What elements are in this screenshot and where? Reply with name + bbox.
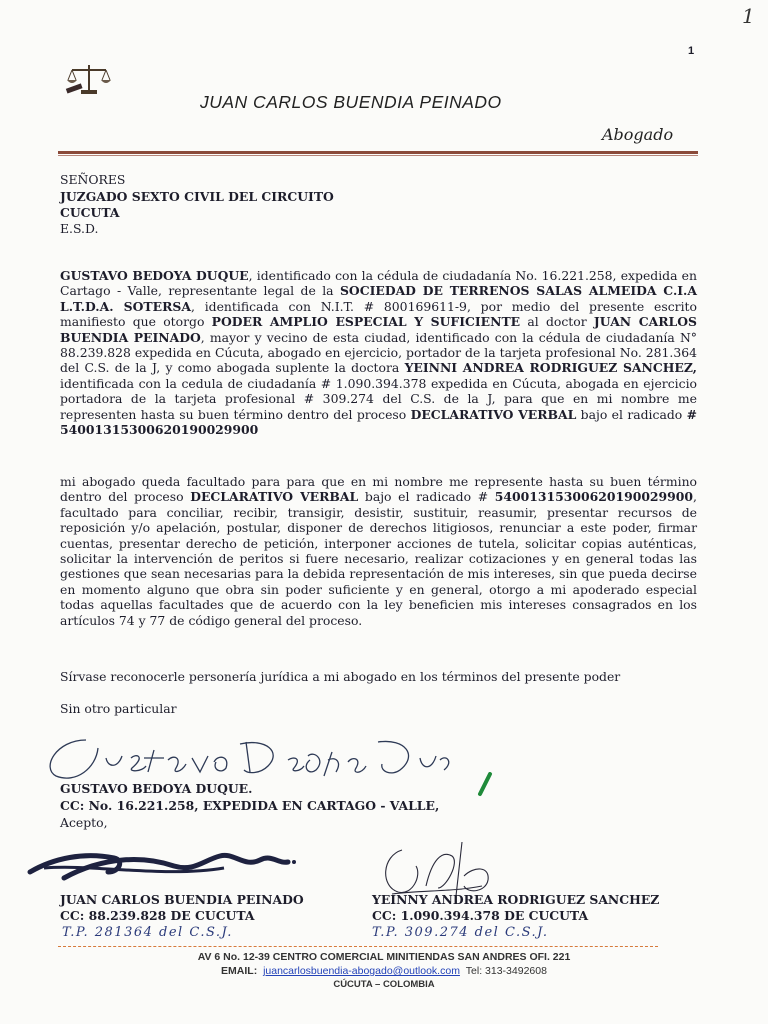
footer-email-label: EMAIL: (221, 965, 258, 977)
footer-rule (58, 946, 658, 947)
substitute-id: CC: 1.090.394.378 DE CUCUTA (372, 908, 589, 923)
lawyer-id: CC: 88.239.828 DE CUCUTA (60, 908, 255, 923)
closing-line: Sin otro particular (60, 701, 177, 716)
lawyer-signature (24, 838, 304, 888)
page-number: 1 (688, 45, 695, 57)
footer-address: AV 6 No. 12-39 CENTRO COMERCIAL MINITIENDAS SAN ANDRES OFI. 221 (197, 951, 571, 963)
footer-contact (0, 965, 768, 977)
scales-of-justice-icon (64, 62, 114, 98)
footer-city: CÚCUTA – COLOMBIA (333, 979, 435, 990)
body-paragraph-2: mi abogado queda facultado para para que en mi nombre me represente hasta su buen término dentro del proceso DECLARATIVO VERBAL bajo el radicado # 54001315300620190029900, facultado para conciliar, recibir, transigir, desistir, sustituir, reasumir, presentar recursos de reposición y/o apelación, postular, disponer de derechos litigiosos, renunciar a este poder, firmar cuentas, presentar derecho de petición, interponer acciones de tutela, solicitar copias auténticas, solicitar la intervención de peritos si fuere necesario, realizar cotizaciones y en general todas las gestiones que sean necesarias para la debida representación de mis intereses, sin que pueda decirse en momento alguno que obra sin poder suficiente y en general, otorgo a mi apoderado especial todas aquellas facultades que de acuerdo con la ley beneficien mis intereses consagrados en los artículos 74 y 77 de código general del proceso. (60, 474, 698, 628)
grantor-signature (36, 728, 456, 788)
footer-tel: Tel: 313-3492608 (465, 965, 547, 977)
substitute-name: YEINNY ANDREA RODRIGUEZ SANCHEZ (372, 892, 660, 907)
body-paragraph-3: Sírvase reconocerle personería jurídica a mi abogado en los términos del presente poder (60, 669, 621, 684)
green-check-mark (476, 772, 496, 798)
addressee-salutation: SEÑORES (60, 172, 126, 187)
letterhead-rule-thin (58, 155, 698, 156)
corner-page-mark: 1 (742, 4, 755, 28)
letterhead-rule (58, 151, 698, 154)
grantor-id: CC: No. 16.221.258, EXPEDIDA EN CARTAGO - VALLE, (60, 798, 440, 813)
addressee-city: CUCUTA (60, 205, 120, 220)
letterhead-name: JUAN CARLOS BUENDIA PEINADO (200, 92, 502, 112)
body-paragraph-1: GUSTAVO BEDOYA DUQUE, identificado con la cédula de ciudadanía No. 16.221.258, expedida en Cartago - Valle, representante legal de la SOCIEDAD DE TERRENOS SALAS ALMEIDA C.I.A L.T.D.A. SOTERSA, identificada con N.I.T. # 800169611-9, por medio del presente escrito manifiesto que otorgo PODER AMPLIO ESPECIAL Y SUFICIENTE al doctor JUAN CARLOS BUENDIA PEINADO, mayor y vecino de esta ciudad, identificado con la cédula de ciudadanía N° 88.239.828 expedida en Cúcuta, abogado en ejercicio, portador de la tarjeta profesional No. 281.364 del C.S. de la J, y como abogada suplente la doctora YEINNI ANDREA RODRIGUEZ SANCHEZ, identificada con la cedula de ciudadanía # 1.090.394.378 expedida en Cúcuta, abogada en ejercicio portadora de la tarjeta profesional # 309.274 del C.S. de la J, para que en mi nombre me representen hasta su buen término dentro del proceso DECLARATIVO VERBAL bajo el radicado # 54001315300620190029900 (60, 268, 697, 438)
accept-label: Acepto, (60, 815, 108, 830)
substitute-professional-card: T.P. 309.274 del C.S.J. (372, 925, 549, 940)
lawyer-professional-card: T.P. 281364 del C.S.J. (62, 925, 233, 940)
addressee-esd: E.S.D. (60, 221, 99, 236)
grantor-name: GUSTAVO BEDOYA DUQUE. (60, 781, 253, 796)
lawyer-name: JUAN CARLOS BUENDIA PEINADO (60, 892, 304, 907)
letterhead-title: Abogado (602, 125, 674, 144)
addressee-court: JUZGADO SEXTO CIVIL DEL CIRCUITO (60, 189, 334, 204)
footer-email-link[interactable]: juancarlosbuendia-abogado@outlook.com (263, 965, 460, 977)
